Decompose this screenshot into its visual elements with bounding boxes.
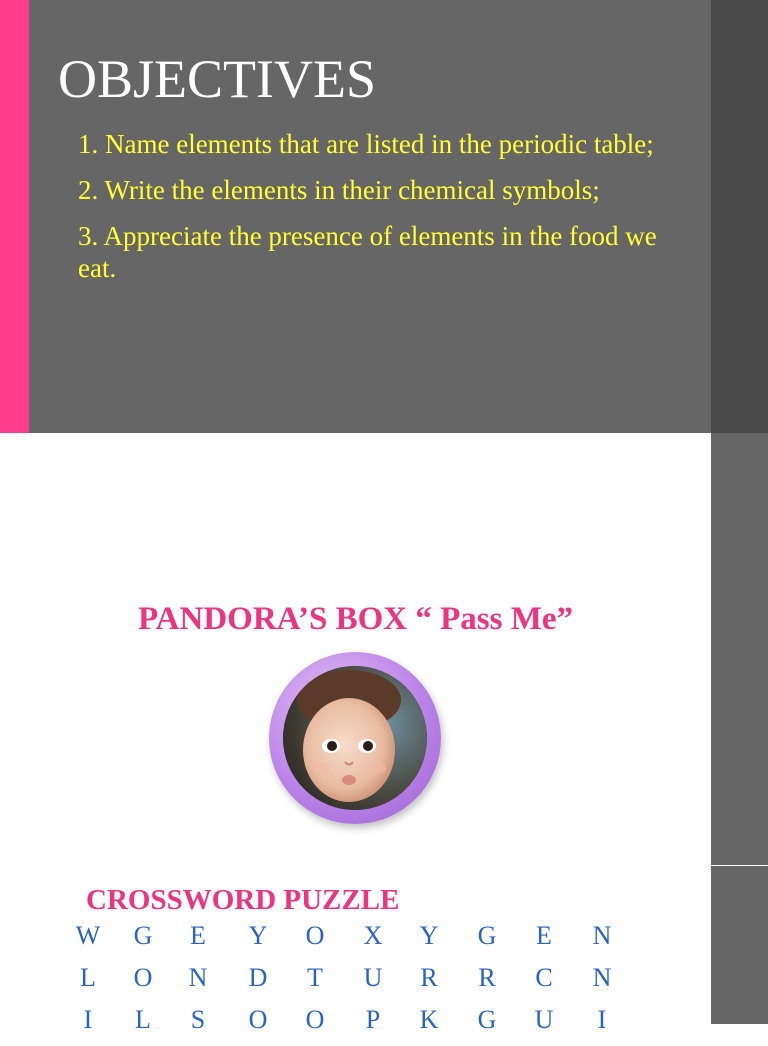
baby-photo	[283, 666, 427, 810]
crossword-grid	[70, 920, 650, 1046]
crossword-cell: I	[83, 1005, 93, 1034]
objective-item: 1. Name elements that are listed in the periodic table;	[78, 129, 654, 159]
crossword-cell: G	[133, 921, 153, 950]
crossword-cell: E	[536, 921, 552, 950]
crossword-row	[70, 962, 650, 1004]
crossword-cell: R	[420, 963, 438, 992]
crossword-cell: N	[592, 963, 612, 992]
photo-frame	[269, 652, 441, 824]
crossword-cell: U	[363, 963, 383, 992]
crossword-cell: X	[363, 921, 383, 950]
crossword-cell: I	[597, 1005, 607, 1034]
crossword-cell: G	[477, 1005, 497, 1034]
crossword-cell: Y	[248, 921, 268, 950]
side-bar	[711, 866, 768, 1024]
pandoras-box-slide	[0, 433, 768, 1034]
side-bar	[711, 433, 768, 865]
crossword-row	[70, 920, 650, 962]
baby-face-image	[283, 666, 427, 810]
crossword-cell: G	[477, 921, 497, 950]
crossword-cell: L	[80, 963, 96, 992]
crossword-cell: S	[190, 1005, 206, 1034]
crossword-cell: R	[478, 963, 496, 992]
slide-title: OBJECTIVES	[58, 49, 377, 109]
objectives-slide	[0, 0, 768, 433]
crossword-cell: N	[592, 921, 612, 950]
crossword-cell: O	[305, 1005, 325, 1034]
objective-item: 3. Appreciate the presence of elements in the food we eat.	[78, 221, 657, 283]
crossword-cell: W	[75, 921, 101, 950]
objectives-list	[78, 128, 678, 298]
crossword-cell: L	[135, 1005, 151, 1034]
objective-item: 2. Write the elements in their chemical symbols;	[78, 175, 600, 205]
crossword-cell: K	[419, 1005, 439, 1034]
crossword-cell: D	[248, 963, 268, 992]
crossword-cell: U	[534, 1005, 554, 1034]
crossword-cell: E	[190, 921, 206, 950]
side-bar	[711, 0, 768, 433]
crossword-cell: T	[307, 963, 323, 992]
crossword-cell: O	[248, 1005, 268, 1034]
accent-bar	[0, 0, 29, 433]
crossword-row	[70, 1004, 650, 1046]
crossword-cell: O	[133, 963, 153, 992]
crossword-title: CROSSWORD PUZZLE	[86, 884, 400, 916]
pandoras-box-title: PANDORA’S BOX “ Pass Me”	[137, 601, 574, 637]
crossword-cell: N	[188, 963, 208, 992]
crossword-cell: O	[305, 921, 325, 950]
crossword-cell: P	[365, 1005, 381, 1034]
crossword-cell: C	[535, 963, 553, 992]
crossword-cell: Y	[419, 921, 439, 950]
